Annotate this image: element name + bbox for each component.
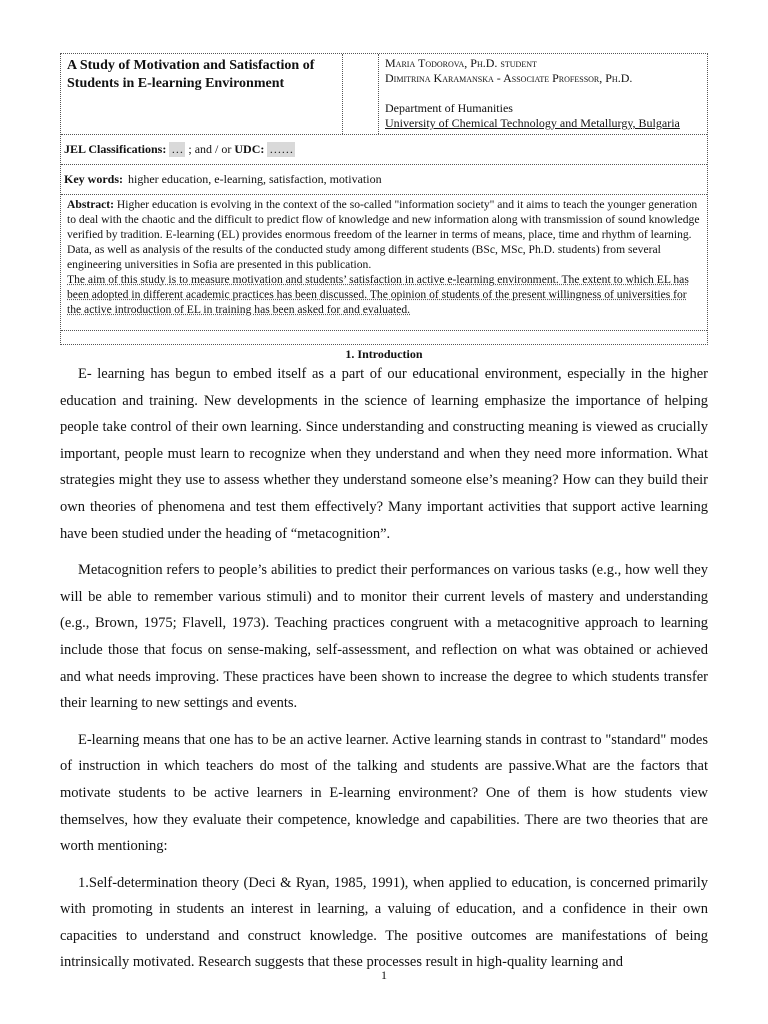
abstract-label: Abstract:	[67, 198, 115, 211]
header-blank-row	[61, 330, 707, 344]
author-2: Dimitrina Karamanska - Associate Professor, Ph.D.	[385, 71, 633, 85]
abstract-block	[61, 194, 707, 330]
department: Department of Humanities	[385, 101, 513, 115]
author-1: Maria Todorova, Ph.D. student	[385, 56, 537, 70]
abstract-paragraph-3	[67, 272, 701, 317]
keywords-row	[61, 164, 707, 194]
jel-value: …	[171, 142, 184, 156]
classification-row	[61, 134, 707, 164]
body-paragraph-3: E-learning means that one has to be an active learner. Active learning stands in contrast to "standard" modes of instruction in which teachers do most of the talking and students are passive.What are the factors that motivate students to be active learners in E-learning environment? One of them is how students view themselves, how they evaluate their competence, knowledge and capabilities. There are two theories that are worth mentioning:	[60, 731, 708, 855]
article-header-box	[60, 53, 708, 345]
body-paragraph-1: E- learning has begun to embed itself as a part of our educational environment, especially in the higher education and training. New developments in the science of learning emphasize the importance of helping people take control of their own learning. Since understanding and constructing meaning is viewed as crucially important, people must learn to recognize when they understand and when they need more information. What strategies might they use to assess whether they understand someone else’s meaning? How can they build their own theories of phenomena and test them effectively? Many important activities that support active learning have been studied under the heading of “metacognition”.	[60, 366, 708, 542]
udc-value: ……	[269, 142, 294, 156]
paper-title: A Study of Motivation and Satisfaction of Students in E-learning Environment	[67, 58, 315, 91]
university: University of Chemical Technology and Metallurgy, Bulgaria	[385, 116, 680, 130]
page-number: 1	[381, 968, 387, 982]
classification-separator: ; and / or	[188, 142, 232, 156]
keywords-label: Key words:	[64, 172, 123, 186]
authors-block	[379, 54, 707, 134]
body-text	[60, 361, 708, 986]
title-authors-row	[61, 54, 707, 134]
abstract-paragraph-1	[67, 197, 701, 242]
abstract-text-3: The aim of this study is to measure motivation and students’ satisfaction in active e-learning environment. The extent to which EL has been adopted in different academic practices has been discussed. The opinion of students of the present willingness of universities for the active introduction of EL in training has been asked for and evaluated.	[67, 273, 689, 316]
abstract-paragraph-2: Data, as well as analysis of the results of the conducted study among different students (BSc, MSc, Ph.D. students) from several engineering universities in Sofia are presented in this publication.	[67, 243, 661, 271]
jel-label: JEL Classifications:	[64, 142, 167, 156]
section-heading: 1. Introduction	[345, 347, 423, 361]
abstract-text-1: Higher education is evolving in the context of the so-called "information society" and it aims to teach the younger generation to deal with the chaotic and the difficult to predict flow of knowledge and new information along with transmission of sound knowledge verified by tradition. E-learning (EL) provides enormous freedom of the learner in terms of means, place, time and rhythm of learning.	[67, 198, 700, 241]
header-spacer	[342, 54, 379, 134]
udc-label: UDC:	[234, 142, 265, 156]
body-paragraph-2: Metacognition refers to people’s abilities to predict their performances on various tasks (e.g., how well they will be able to remember various stimuli) and to monitor their current levels of mastery and understanding (e.g., Brown, 1975; Flavell, 1973). Teaching practices congruent with a metacognitive approach to learning include those that focus on sense-making, self-assessment, and reflection on what was obtained or achieved and what needs improving. These practices have been shown to increase the degree to which students transfer their learning to new settings and events.	[60, 562, 708, 712]
body-paragraph-4: 1.Self-determination theory (Deci & Ryan, 1985, 1991), when applied to education, is concerned primarily with promoting in students an interest in learning, a valuing of education, and a confidence in their own capacities to understand and construct knowledge. The positive outcomes are manifestations of being intrinsically motivated. Research suggests that these processes result in high-quality learning and	[60, 874, 708, 971]
keywords-value: higher education, e-learning, satisfaction, motivation	[128, 172, 382, 186]
